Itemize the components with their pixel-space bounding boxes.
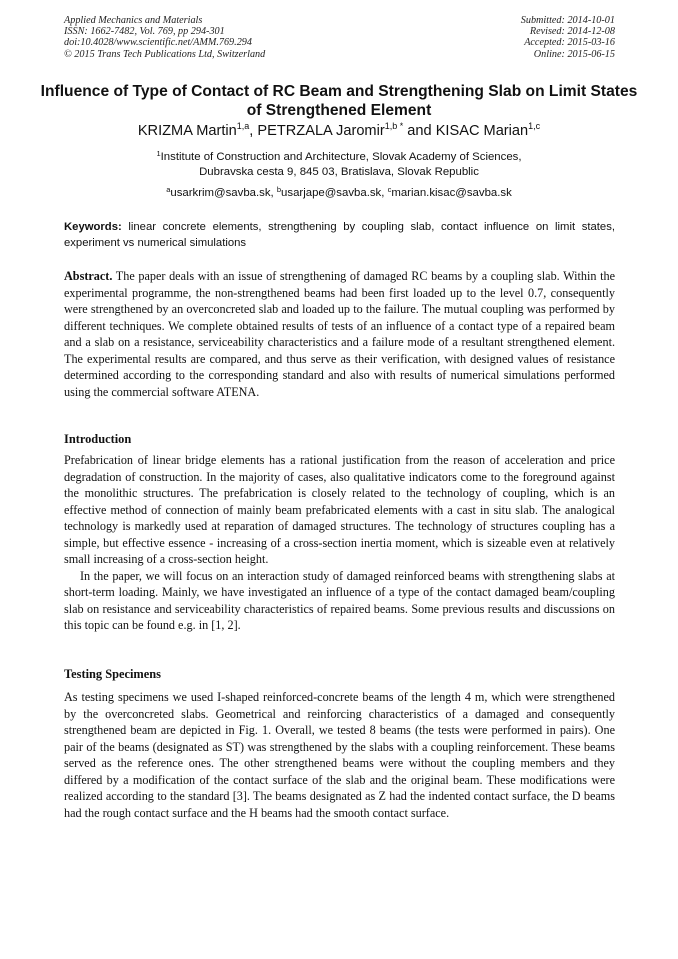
journal-info [64, 15, 265, 60]
keywords [64, 219, 615, 251]
author-affil-mark: 1,b * [384, 121, 404, 131]
publication-dates [521, 15, 615, 60]
abstract-text: The paper deals with an issue of strengthening of damaged RC beams by a coupling slab. Within the experimental programme, the non-strengthened beams had been first loaded up to the level 0.7, consequently were strengthened by an overconcreted slab and loaded up to the failure. The mutual coupling was performed by different techniques. We complete obtained results of tests of an influence of a contact type of a repaired beam and a slab on a resistance, serviceability characteristics and a failure mode of a resultant strengthened element. The experimental results are compared, and thus serve as their verification, with designed values of resistance determined according to the corresponding standard and also with results of numerical simulations performed using the commercial software ATENA. [64, 269, 615, 399]
copyright-line: © 2015 Trans Tech Publications Ltd, Switzerland [64, 48, 266, 60]
email-link[interactable]: marian.kisac@savba.sk [391, 187, 512, 199]
email-mark: c [387, 185, 392, 194]
keywords-label: Keywords: [64, 221, 122, 233]
section-heading-introduction: Introduction [64, 432, 132, 446]
email-mark: a [166, 185, 171, 194]
introduction-section [64, 452, 615, 634]
abstract-label: Abstract. [64, 269, 113, 283]
submitted-date: Submitted: 2014-10-01 [520, 15, 615, 26]
paper-title: Influence of Type of Contact of RC Beam and Strengthening Slab on Limit States of Strengthened Element [40, 83, 638, 119]
affiliation-mark: 1 [156, 149, 161, 158]
accepted-date: Accepted: 2015-03-16 [524, 37, 615, 49]
author-list [40, 122, 638, 140]
issn-line: ISSN: 1662-7482, Vol. 769, pp 294-301 [64, 26, 225, 38]
affiliation [40, 150, 638, 180]
online-date: Online: 2015-06-15 [533, 48, 615, 60]
author-separator: , [249, 123, 258, 139]
author-name: PETRZALA Jaromir [257, 123, 385, 139]
keywords-text: linear concrete elements, strengthening by coupling slab, contact influence on limit states, experiment vs numerical simulations [64, 221, 615, 249]
revised-date: Revised: 2014-12-08 [529, 26, 615, 38]
doi-link[interactable]: doi:10.4028/www.scientific.net/AMM.769.294 [64, 37, 252, 49]
section-heading-testing-specimens: Testing Specimens [64, 667, 161, 681]
author-separator: and [403, 123, 436, 139]
email-link[interactable]: usarkrim@savba.sk, [170, 187, 277, 199]
author-affil-mark: 1,a [236, 121, 250, 131]
affiliation-line: Institute of Construction and Architecture, Slovak Academy of Sciences, [160, 151, 522, 163]
testing-specimens-section [64, 689, 615, 821]
abstract [64, 268, 615, 400]
paragraph: In the paper, we will focus on an interaction study of damaged reinforced beams with strengthening slabs at short-term loading. Mainly, we have investigated an influence of a type of the contact damaged beam/coupling slab on resistance and serviceability characteristics of repaired beams. Some previous results and discussions on this topic can be found e.g. in [1, 2]. [64, 568, 615, 632]
author-name: KRIZMA Martin [137, 123, 237, 139]
author-affil-mark: 1,c [528, 121, 541, 131]
journal-name: Applied Mechanics and Materials [64, 15, 203, 26]
paragraph: As testing specimens we used I-shaped reinforced-concrete beams of the length 4 m, which were strengthened by the overconcreted slabs. Geometrical and reinforcing characteristics of a damaged and consequently strengthened beam are depicted in Fig. 1. Overall, we tested 8 beams (the tests were performed in pairs). One pair of the beams (designated as ST) was strengthened by the slabs with a coupling reinforcement. These beams served as the reference ones. The other strengthened beams were without the coupling members and they differed by a modification of the contact surface of the slab and the original beam. These modifications were realized according to the standard [3]. The beams designated as Z had the indented contact surface, the D beams had the rough contact surface and the H beams had the smooth contact surface. [64, 690, 615, 820]
email-mark: b [276, 185, 282, 194]
author-name: KISAC Marian [435, 123, 529, 139]
affiliation-address: Dubravska cesta 9, 845 03, Bratislava, Slovak Republic [199, 166, 479, 178]
paragraph: Prefabrication of linear bridge elements has a rational justification from the reason of acceleration and price degradation of construction. In the majority of cases, also qualitative indicators come to the foreground against the monolithic structures. The prefabrication is closely related to the technology of coupling, which is an effective method of connection of mainly beam prefabricated elements with a cast in situ slab. The analogical technology is markedly used at reparation of damaged structures. The technology of structures coupling has a simple, but effective essence - increasing of a cross-section inertia moment, which is sizeable even at relatively small increasing of a cross-section height. [64, 453, 615, 566]
author-emails [40, 186, 638, 200]
email-link[interactable]: usarjape@savba.sk, [281, 187, 388, 199]
